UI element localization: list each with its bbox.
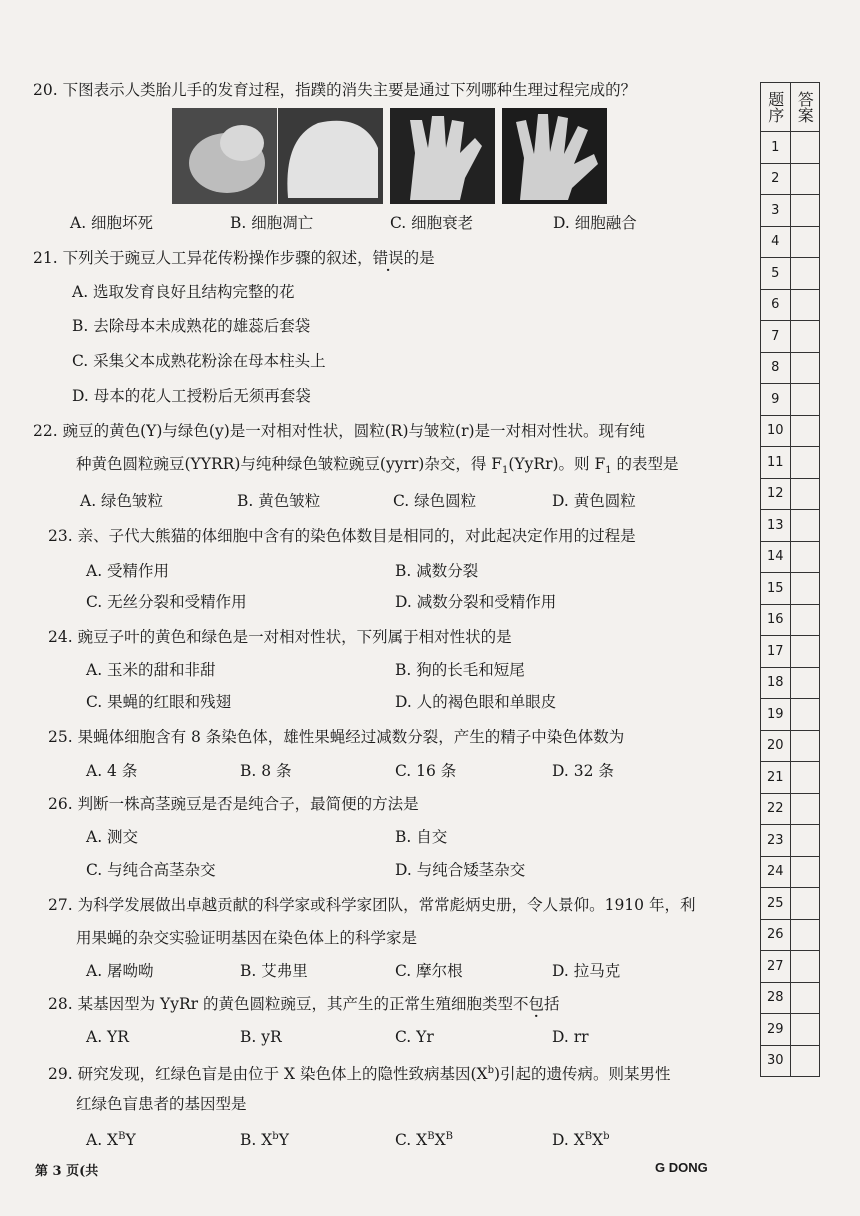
answer-row (761, 289, 820, 321)
footer-code: G DONG (655, 1160, 708, 1175)
q22-option-c: C. 绿色圆粒 (393, 492, 477, 510)
answer-cell[interactable] (790, 195, 820, 227)
answer-table-header-number: 题序 (761, 83, 791, 132)
q20-option-c: C. 细胞衰老 (390, 214, 474, 232)
answer-row (761, 195, 820, 227)
answer-cell[interactable] (790, 793, 820, 825)
answer-row (761, 951, 820, 983)
answer-row (761, 762, 820, 794)
answer-row-number: 10 (761, 415, 791, 447)
answer-cell[interactable] (790, 289, 820, 321)
answer-row (761, 888, 820, 920)
answer-cell[interactable] (790, 132, 820, 164)
question-23-stem: 23. 亲、子代大熊猫的体细胞中含有的染色体数目是相同的，对此起决定作用的过程是 (48, 527, 636, 545)
answer-row-number: 6 (761, 289, 791, 321)
question-28-stem: 28. 某基因型为 YyRr 的黄色圆粒豌豆，其产生的正常生殖细胞类型不包括 (48, 995, 560, 1013)
answer-cell[interactable] (790, 856, 820, 888)
answer-cell[interactable] (790, 384, 820, 416)
hand-stage-4-image (502, 108, 607, 204)
answer-cell[interactable] (790, 888, 820, 920)
answer-row (761, 573, 820, 605)
q29-option-a: A. $X^BY$ (86, 1131, 136, 1150)
question-22-line1: 22. 豌豆的黄色(Y)与绿色(y)是一对相对性状，圆粒(R)与皱粒(r)是一对相对性状。现有纯 (33, 422, 646, 440)
q24-option-c: C. 果蝇的红眼和残翅 (86, 693, 232, 711)
answer-cell[interactable] (790, 352, 820, 384)
answer-cell[interactable] (790, 510, 820, 542)
q24-option-b: B. 狗的长毛和短尾 (395, 661, 525, 679)
answer-cell[interactable] (790, 919, 820, 951)
answer-cell[interactable] (790, 982, 820, 1014)
answer-row-number: 30 (761, 1045, 791, 1077)
answer-row (761, 919, 820, 951)
answer-cell[interactable] (790, 321, 820, 353)
answer-cell[interactable] (790, 1045, 820, 1077)
answer-row-number: 3 (761, 195, 791, 227)
answer-row-number: 25 (761, 888, 791, 920)
q25-option-b: B. 8 条 (240, 762, 292, 780)
answer-row (761, 226, 820, 258)
answer-row-number: 21 (761, 762, 791, 794)
answer-row (761, 825, 820, 857)
q27-option-b: B. 艾弗里 (240, 962, 308, 980)
answer-cell[interactable] (790, 226, 820, 258)
answer-cell[interactable] (790, 1014, 820, 1046)
answer-row-number: 12 (761, 478, 791, 510)
answer-row-number: 29 (761, 1014, 791, 1046)
hand-stage-3-image (390, 108, 495, 204)
q21-option-d: D. 母本的花人工授粉后无须再套袋 (72, 387, 311, 405)
answer-cell[interactable] (790, 699, 820, 731)
q21-option-b: B. 去除母本未成熟花的雄蕊后套袋 (72, 317, 311, 335)
q26-option-a: A. 测交 (86, 828, 139, 846)
answer-row-number: 1 (761, 132, 791, 164)
answer-row (761, 132, 820, 164)
question-27-line2: 用果蝇的杂交实验证明基因在染色体上的科学家是 (76, 929, 418, 947)
answer-cell[interactable] (790, 667, 820, 699)
answer-row-number: 15 (761, 573, 791, 605)
answer-cell[interactable] (790, 825, 820, 857)
q26-option-d: D. 与纯合矮茎杂交 (395, 861, 526, 879)
answer-row-number: 4 (761, 226, 791, 258)
q28-option-c: C. Yr (395, 1028, 434, 1046)
answer-row-number: 24 (761, 856, 791, 888)
q23-option-a: A. 受精作用 (86, 562, 170, 580)
q27-option-a: A. 屠呦呦 (86, 962, 154, 980)
answer-cell[interactable] (790, 636, 820, 668)
question-26-stem: 26. 判断一株高茎豌豆是否是纯合子，最简便的方法是 (48, 795, 419, 813)
q22-option-b: B. 黄色皱粒 (237, 492, 321, 510)
answer-row (761, 384, 820, 416)
question-21-stem: 21. 下列关于豌豆人工异花传粉操作步骤的叙述，错误的是 (33, 249, 435, 267)
answer-row (761, 604, 820, 636)
answer-cell[interactable] (790, 573, 820, 605)
q23-option-c: C. 无丝分裂和受精作用 (86, 593, 247, 611)
answer-row-number: 27 (761, 951, 791, 983)
answer-row-number: 19 (761, 699, 791, 731)
q24-option-d: D. 人的褐色眼和单眼皮 (395, 693, 557, 711)
answer-cell[interactable] (790, 951, 820, 983)
page-number: 第 3 页(共 (35, 1164, 99, 1179)
answer-row (761, 415, 820, 447)
question-22-line2: 种黄色圆粒豌豆(YYRR)与纯种绿色皱粒豌豆(yyrr)杂交，得 $F_1(YyRr)$。则 $F_1$ 的表型是 (76, 455, 679, 477)
q28-option-d: D. rr (552, 1028, 589, 1046)
answer-table-header-answer: 答案 (790, 83, 820, 132)
question-20-stem: 20. 下图表示人类胎儿手的发育过程，指蹼的消失主要是通过下列哪种生理过程完成的？ (33, 81, 637, 99)
q23-option-b: B. 减数分裂 (395, 562, 479, 580)
answer-row-number: 20 (761, 730, 791, 762)
answer-row-number: 18 (761, 667, 791, 699)
q22-option-d: D. 黄色圆粒 (552, 492, 636, 510)
answer-row-number: 22 (761, 793, 791, 825)
answer-row (761, 478, 820, 510)
answer-row (761, 636, 820, 668)
answer-row (761, 1014, 820, 1046)
question-24-stem: 24. 豌豆子叶的黄色和绿色是一对相对性状，下列属于相对性状的是 (48, 628, 512, 646)
q29-option-b: B. $X^bY$ (240, 1131, 289, 1150)
q28-option-b: B. yR (240, 1028, 282, 1046)
q29-option-c: C. $X^BX^B$ (395, 1131, 453, 1150)
answer-row-number: 11 (761, 447, 791, 479)
answer-row-number: 2 (761, 163, 791, 195)
answer-cell[interactable] (790, 258, 820, 290)
q21-option-a: A. 选取发育良好且结构完整的花 (72, 283, 295, 301)
q21-option-c: C. 采集父本成熟花粉涂在母本柱头上 (72, 352, 326, 370)
answer-row (761, 352, 820, 384)
q27-option-c: C. 摩尔根 (395, 962, 463, 980)
answer-row-number: 7 (761, 321, 791, 353)
answer-row (761, 321, 820, 353)
answer-row-number: 26 (761, 919, 791, 951)
answer-row-number: 16 (761, 604, 791, 636)
answer-cell[interactable] (790, 415, 820, 447)
answer-row-number: 17 (761, 636, 791, 668)
question-25-stem: 25. 果蝇体细胞含有 8 条染色体，雄性果蝇经过减数分裂，产生的精子中染色体数为 (48, 728, 625, 746)
q29-option-d: D. $X^BX^b$ (552, 1131, 610, 1150)
answer-row (761, 1045, 820, 1077)
q28-option-a: A. YR (86, 1028, 129, 1046)
answer-row (761, 856, 820, 888)
q25-option-d: D. 32 条 (552, 762, 614, 780)
fetal-hand-images (172, 108, 646, 204)
answer-row (761, 447, 820, 479)
q20-option-a: A. 细胞坏死 (70, 214, 154, 232)
q24-option-a: A. 玉米的甜和非甜 (86, 661, 216, 679)
q26-option-c: C. 与纯合高茎杂交 (86, 861, 216, 879)
answer-cell[interactable] (790, 541, 820, 573)
answer-cell[interactable] (790, 730, 820, 762)
answer-row (761, 258, 820, 290)
question-27-line1: 27. 为科学发展做出卓越贡献的科学家或科学家团队，常常彪炳史册，令人景仰。1910 年，利 (48, 896, 696, 914)
question-29-line2: 红绿色盲患者的基因型是 (76, 1095, 247, 1113)
q27-option-d: D. 拉马克 (552, 962, 621, 980)
q20-option-d: D. 细胞融合 (553, 214, 637, 232)
answer-row (761, 510, 820, 542)
answer-table (760, 82, 820, 1077)
q20-option-b: B. 细胞凋亡 (230, 214, 314, 232)
answer-row-number: 9 (761, 384, 791, 416)
answer-row-number: 14 (761, 541, 791, 573)
q22-option-a: A. 绿色皱粒 (80, 492, 164, 510)
answer-cell[interactable] (790, 762, 820, 794)
answer-row (761, 793, 820, 825)
answer-row (761, 667, 820, 699)
answer-cell[interactable] (790, 604, 820, 636)
answer-row (761, 730, 820, 762)
answer-cell[interactable] (790, 163, 820, 195)
answer-cell[interactable] (790, 478, 820, 510)
answer-row (761, 163, 820, 195)
answer-cell[interactable] (790, 447, 820, 479)
q23-option-d: D. 减数分裂和受精作用 (395, 593, 557, 611)
q25-option-c: C. 16 条 (395, 762, 457, 780)
hand-stage-1-image (172, 108, 277, 204)
answer-row (761, 699, 820, 731)
question-29-line1: 29. 研究发现，红绿色盲是由位于 X 染色体上的隐性致病基因$(X^b)$引起的遗传病。则某男性 (48, 1065, 671, 1084)
answer-row-number: 8 (761, 352, 791, 384)
answer-row-number: 23 (761, 825, 791, 857)
q26-option-b: B. 自交 (395, 828, 448, 846)
answer-row-number: 5 (761, 258, 791, 290)
answer-row (761, 541, 820, 573)
answer-row-number: 28 (761, 982, 791, 1014)
hand-stage-2-image (278, 108, 383, 204)
answer-row (761, 982, 820, 1014)
answer-row-number: 13 (761, 510, 791, 542)
q25-option-a: A. 4 条 (86, 762, 138, 780)
